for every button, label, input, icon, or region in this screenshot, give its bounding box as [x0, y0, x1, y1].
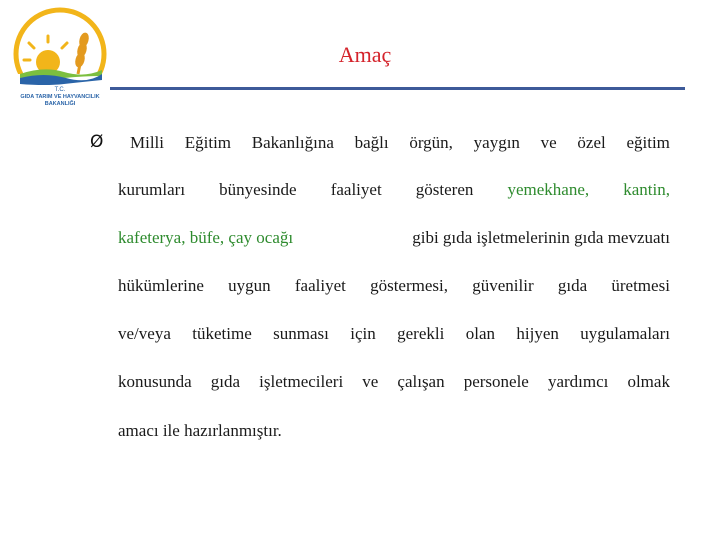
paragraph-line-5	[118, 323, 670, 345]
word: olan	[465, 324, 496, 343]
word: kurumları	[118, 180, 186, 199]
paragraph-line-1	[130, 132, 670, 154]
logo-text-line2: BAKANLIĞI	[44, 101, 76, 107]
word: üretmesi	[611, 276, 670, 295]
word: gıda	[557, 276, 588, 295]
page-title: Amaç	[338, 42, 392, 67]
word: gerekli	[397, 324, 445, 343]
word: ve	[540, 133, 557, 152]
word: yaygın	[473, 133, 520, 152]
word: Milli	[130, 133, 165, 152]
word: olmak	[627, 372, 670, 391]
word: uygulamaları	[580, 324, 670, 343]
word: uygun	[228, 276, 271, 295]
highlighted-phrase: kafeterya, büfe, çay ocağı	[118, 228, 294, 247]
word: Eğitim	[184, 133, 232, 152]
logo-text-line1: GIDA TARIM VE HAYVANCILIK	[20, 94, 100, 100]
word: hükümlerine	[118, 276, 204, 295]
word: göstermesi,	[370, 276, 448, 295]
word: eğitim	[626, 133, 670, 152]
word: yardımcı	[547, 372, 609, 391]
ministry-logo	[4, 4, 116, 116]
word: bağlı	[354, 133, 389, 152]
paragraph-line-7	[118, 420, 670, 442]
word: özel	[577, 133, 606, 152]
paragraph-line-2	[118, 179, 670, 201]
word: gösteren	[415, 180, 474, 199]
word: gıda	[210, 372, 241, 391]
word: tüketime	[192, 324, 252, 343]
word: ve/veya	[118, 324, 171, 343]
title-divider	[110, 87, 685, 90]
text-segment: gibi gıda işletmelerinin gıda mevzuatı	[412, 228, 670, 247]
word: personele	[463, 372, 529, 391]
word: faaliyet	[330, 180, 382, 199]
bullet-arrow-icon: Ø	[90, 132, 104, 152]
word: konusunda	[118, 372, 192, 391]
word: örgün,	[409, 133, 453, 152]
paragraph-line-3	[118, 227, 670, 249]
highlighted-word: kantin,	[623, 180, 670, 199]
text-segment: amacı ile hazırlanmıştır.	[118, 421, 282, 440]
word: Bakanlığına	[251, 133, 334, 152]
logo-text-tc: T.C.	[54, 87, 66, 93]
word: faaliyet	[294, 276, 346, 295]
word: güvenilir	[472, 276, 534, 295]
paragraph-line-6	[118, 371, 670, 393]
word: işletmecileri	[259, 372, 344, 391]
word: ve	[362, 372, 379, 391]
word: sunması	[273, 324, 329, 343]
paragraph-line-4	[118, 275, 670, 297]
word: bünyesinde	[219, 180, 297, 199]
word: hijyen	[516, 324, 559, 343]
word: için	[350, 324, 376, 343]
word: çalışan	[397, 372, 445, 391]
highlighted-word: yemekhane,	[507, 180, 590, 199]
